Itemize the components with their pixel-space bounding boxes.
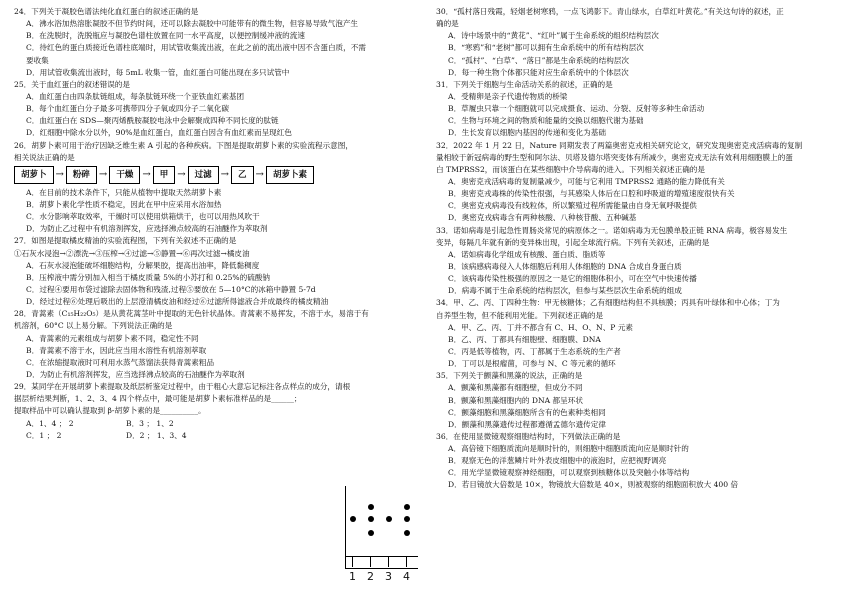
- question-stem: 28．青蒿素（C₁₅H₂₂O₅）是从黄花蒿茎叶中提取的无色针状晶体。青蒿素不易挥发，不溶于水，易溶于有: [14, 309, 369, 319]
- tlc-plate: [345, 486, 418, 569]
- answer-option: B．颤藻和黑藻细胞内的 DNA 都呈环状: [448, 395, 583, 405]
- answer-choice-row: [14, 418, 424, 430]
- question-stem: 提取样品中可以确认提取到 β-胡萝卜素的是__________。: [14, 406, 206, 416]
- flow-arrow: →: [177, 168, 186, 180]
- answer-option: D．为防止乙过程中有机溶剂挥发，应选择沸点较高的石油醚作为萃取剂: [26, 224, 268, 234]
- flow-step-box: 干燥: [109, 166, 140, 184]
- answer-option: D．每一种生物个体都只能对应生命系统中的个体层次: [448, 67, 629, 77]
- extraction-flow-diagram: [14, 165, 424, 185]
- answer-option: D．若目镜放大倍数是 10×，物镜放大倍数是 40×，则被观察的细胞面积放大 400 倍: [448, 480, 739, 490]
- answer-option: D．颤藻和黑藻遗传过程都遵循孟德尔遗传定律: [448, 419, 606, 429]
- flow-arrow: →: [220, 168, 230, 180]
- question-stem: 量相较于新冠病毒的野生型和阿尔法、贝塔及德尔塔突变体有所减少，奥密克戎无法有效利用细胞膜上的蛋: [436, 152, 793, 162]
- answer-option: B．胡萝卜素化学性质不稳定，因此在甲中应采用水浴加热: [26, 199, 222, 209]
- lane-label: 4: [403, 570, 410, 583]
- tlc-spot: [404, 530, 410, 536]
- question-stem: 32．2022 年 1 月 22 日，Nature 同期发表了两篇奥密克戎相关研究论文，研究发现奥密克戎活病毒的复制: [436, 140, 803, 150]
- question-stem: 相关说法正确的是: [14, 152, 75, 162]
- answer-option: C．水分影响萃取效率，干燥时可以使用烘箱烘干，也可以用热风吹干: [26, 212, 260, 222]
- answer-option: D．经过过程⑥处理后吸出的上层澄清橘皮油和经过⑥过滤所得滤液合并成最终的橘皮精油: [26, 297, 329, 307]
- answer-option: B．乙、丙、丁都具有细胞壁、细胞膜、DNA: [448, 334, 601, 344]
- question-stem: 白 TMPRSS2，而该蛋白在某些细胞中介导病毒的进入。下列相关叙述正确的是: [436, 164, 705, 174]
- lane-label: 1: [349, 570, 356, 583]
- tlc-spot: [368, 516, 374, 522]
- answer-option: B．压榨液中需分别加入相当于橘皮质量 5%的小苏打和 0.25%的硫酸钠: [26, 272, 271, 282]
- tlc-spot: [404, 504, 410, 510]
- flow-arrow: →: [142, 168, 151, 180]
- origin-line: [346, 556, 418, 557]
- flow-step-box: 甲: [153, 166, 176, 184]
- answer-option: D．丁可以是根瘤菌，可参与 N、C 等元素的循环: [448, 359, 616, 369]
- question-stem: 36．在使用显微镜观察细胞结构时，下列做法正确的是: [436, 431, 621, 441]
- answer-option: C．该病毒传染性极强的原因之一是它的细胞体积小，可在空气中快速传播: [448, 274, 697, 284]
- left-column: [14, 6, 424, 442]
- answer-option: 要收集: [26, 55, 49, 65]
- answer-option: B．每个血红蛋白分子最多可携带四分子氧或四分子二氧化碳: [26, 104, 230, 114]
- answer-option: C．“孤村”、“白草”、“落日”都是生命系统的结构层次: [448, 55, 629, 65]
- answer-option: A．血红蛋白由四条肽链组成，每条肽链环绕一个亚铁血红素基团: [26, 91, 245, 101]
- tlc-spot: [404, 516, 410, 522]
- tlc-spot: [386, 516, 392, 522]
- lane-label: 3: [385, 570, 392, 583]
- tlc-spot: [368, 504, 374, 510]
- answer-option: A．受精卵是亲子代遗传物质的桥梁: [448, 91, 568, 101]
- flow-step-box: 胡萝卜素: [266, 166, 314, 184]
- answer-option: C．血红蛋白在 SDS—聚丙烯酰胺凝胶电泳中会解聚成四种不同长度的肽链: [26, 116, 279, 126]
- answer-option: C．1 ； 2: [26, 430, 62, 440]
- question-stem: 机溶剂，60°C 以上易分解。下列说法正确的是: [14, 321, 173, 331]
- question-stem: 33．诺如病毒是引起急性胃肠炎常见的病原体之一。诺如病毒为无包膜单股正链 RNA 病毒，极容易发生: [436, 225, 788, 235]
- question-stem: 29．某同学在开展胡萝卜素提取及纸层析鉴定过程中，由于粗心大意忘记标注各点样点的成分，请根: [14, 382, 351, 392]
- question-stem: 据层析结果判断，1、2、3、4 四个样点中，最可能是胡萝卜素标准样品的是______；: [14, 394, 302, 404]
- question-stem: 25．关于血红蛋白的叙述错误的是: [14, 79, 130, 89]
- answer-option: B．奥密克戎毒株的传染性很强，与其感染人体后在口腔和呼吸道的增殖速度很快有关: [448, 189, 735, 199]
- flow-step-box: 过滤: [188, 166, 219, 184]
- answer-option: A．高倍镜下细胞质流向是顺时针的，则细胞中细胞质流向应是顺时针的: [448, 444, 689, 454]
- answer-option: B．青蒿素不溶于水，因此应当用水溶性有机溶剂萃取: [26, 345, 207, 355]
- answer-option: D．红细胞中除水分以外，90%是血红蛋白，血红蛋白因含有血红素而呈现红色: [26, 128, 292, 138]
- answer-option: B．该病感病毒侵入人体细胞后利用人体细胞的 DNA 合成自身蛋白质: [448, 261, 682, 271]
- question-stem: 30．“孤村落日残霞，轻烟老树寒鸦，一点飞鸿影下。青山绿水，白草红叶黄花。”有关这句诗的叙述，正: [436, 7, 784, 16]
- answer-option: A．奥密克戎活病毒的复制量减少，可能与它利用 TMPRSS2 通路的能力降低有关: [448, 176, 725, 186]
- flow-step-box: 乙: [231, 166, 254, 184]
- answer-option: B．“寒鸦”和“老树”都可以拥有生命系统中的所有结构层次: [448, 43, 644, 53]
- flow-step-box: 粉碎: [66, 166, 97, 184]
- answer-option: C．生物与环境之间的物质和能量的交换以细胞代谢为基础: [448, 116, 644, 126]
- answer-option: C．奥密克戎病毒没有线粒体，所以繁殖过程所需能量由自身无氧呼吸提供: [448, 201, 697, 211]
- tlc-spot: [368, 530, 374, 536]
- right-column: [436, 6, 846, 492]
- answer-option: A．诺如病毒化学组成有核酸、蛋白质、脂质等: [448, 249, 606, 259]
- flow-step-box: 胡萝卜: [14, 166, 54, 184]
- tlc-spot: [350, 516, 356, 522]
- flow-arrow: →: [55, 168, 64, 180]
- lane-label: 2: [367, 570, 374, 583]
- answer-option: D．病毒不属于生命系统的结构层次，但参与某些层次生命系统的组成: [448, 286, 682, 296]
- answer-option: C．颤藻细胞和黑藻细胞所含有的色素种类相同: [448, 407, 606, 417]
- answer-option: A．颤藻和黑藻都有细胞壁，但成分不同: [448, 383, 583, 393]
- question-stem: ①石灰水浸泡→②漂洗→③压榨→④过滤→⑤静置→⑥再次过滤→橘皮油: [14, 248, 250, 258]
- answer-option: A．诗中场景中的“黄花”、“红叶”属于生命系统的组织结构层次: [448, 31, 659, 41]
- answer-option: A．青蒿素的元素组成与胡萝卜素不同，稳定性不同: [26, 333, 199, 343]
- question-stem: 35．下列关于颤藻和黑藻的说法，正确的是: [436, 371, 583, 381]
- answer-option: B．3 ； 1、2: [126, 418, 174, 428]
- answer-option: A．沸水浴加热溶胀凝胶不但节约时间，还可以除去凝胶中可能带有的微生物，但容易导致气泡产生: [26, 19, 359, 29]
- answer-option: B．观察无色的洋葱鳞片叶外表皮细胞中的液泡时，应把视野调亮: [448, 456, 667, 466]
- question-stem: 自养型生物，但不能利用光能。下列叙述正确的是: [436, 310, 604, 320]
- answer-option: C．过程④要用布袋过滤除去固体物和残渣,过程⑤要放在 5—10°C的冰箱中静置 5-7d: [26, 284, 316, 294]
- question-stem: 31．下列关于细胞与生命活动关系的叙述，正确的是: [436, 79, 613, 89]
- answer-option: D．为防止有机溶剂挥发，应当选择沸点较高的石油醚作为萃取剂: [26, 369, 245, 379]
- answer-option: A．在目前的技术条件下，只能从植物中提取天然胡萝卜素: [26, 187, 222, 197]
- answer-option: C．待红色的蛋白质接近色谱柱底端时，用试管收集流出液，在此之前的流出液中因不含蛋白质，不需: [26, 43, 366, 53]
- question-stem: 24．下列关于凝胶色谱法纯化血红蛋白的叙述正确的是: [14, 7, 199, 16]
- flow-arrow: →: [98, 168, 108, 180]
- answer-option: A．1、4 ； 2: [26, 418, 74, 428]
- question-stem: 27．如图是提取橘皮精油的实验流程图，下列有关叙述不正确的是: [14, 236, 237, 246]
- answer-option: D．奥密克戎病毒含有两种核酸、八种核苷酸、五种碱基: [448, 213, 637, 223]
- answer-option: D．生长发育以细胞内基因的传递和变化为基础: [448, 128, 606, 138]
- answer-option: D．2 ； 1、3、4: [126, 430, 187, 440]
- answer-option: C．在浓缩提取液时可利用水蒸气蒸馏法获得青蒿素粗品: [26, 357, 215, 367]
- question-stem: 确的是: [436, 19, 459, 29]
- answer-option: B．在洗脱时，洗脱瓶应与凝胶色谱柱放置在同一水平高度，以便控制缓冲液的流速: [26, 31, 305, 41]
- answer-choice-row: [14, 430, 424, 442]
- answer-option: C．用光学显微镜观察神经细胞，可以观察到核糖体以及突触小体等结构: [448, 468, 690, 478]
- question-stem: 26．胡萝卜素可用于治疗因缺乏维生素 A 引起的各种疾病。下图是提取胡萝卜素的实验流程示意图，: [14, 140, 353, 150]
- flow-arrow: →: [255, 168, 264, 180]
- answer-option: D．用试管收集流出液时，每 5mL 收集一管，血红蛋白可能出现在多只试管中: [26, 67, 290, 77]
- answer-option: B．草履虫只靠一个细胞就可以完成摄食、运动、分裂、反射等多种生命活动: [448, 104, 705, 114]
- answer-option: A．甲、乙、丙、丁并不都含有 C、H、O、N、P 元素: [448, 322, 634, 332]
- question-stem: 34．甲、乙、丙、丁四种生物：甲无核糖体；乙有细胞结构但不具核膜；丙具有叶绿体和中心体；丁为: [436, 298, 780, 308]
- answer-option: A．石灰水浸泡能破坏细胞结构，分解果胶，提高出油率，降低黏稠度: [26, 260, 260, 270]
- answer-option: C．丙是低等植物，丙、丁都属于生态系统的生产者: [448, 346, 621, 356]
- question-stem: 变异，每隔几年就有新的变异株出现，引起全球流行病。下列有关叙述，正确的是: [436, 237, 710, 247]
